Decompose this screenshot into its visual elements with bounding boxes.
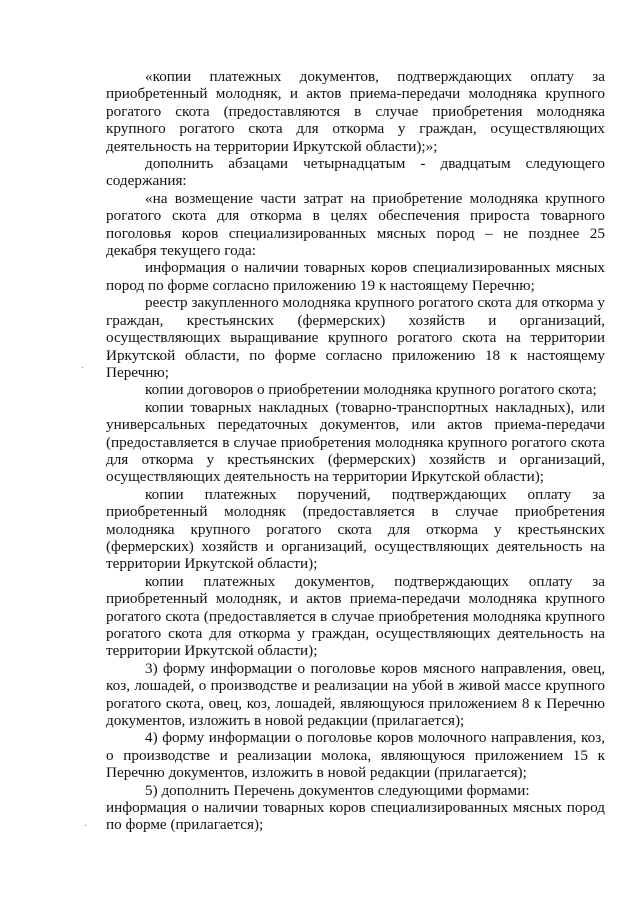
scan-speck: . [81, 360, 85, 371]
paragraph-9: копии платежных документов, подтверждающих оплату за приобретенный молодняк, и актов приема-передачи молодняка крупного рогатого скота (предоставляется в случае приобретения молодняка крупного рогатого скота для откорма у граждан, осуществляющих деятельность на территории Иркутской области); [106, 572, 605, 660]
paragraph-1: «копии платежных документов, подтверждающих оплату за приобретенный молодняк, и актов приема-передачи молодняка крупного рогатого скота (предоставляются в случае приобретения молодняка крупного рогатого скота для откорма у граждан, осуществляющих деятельность на территории Иркутской области);»; [106, 68, 605, 155]
paragraph-8: копии платежных поручений, подтверждающих оплату за приобретенный молодняк (предоставляется в случае приобретения молодняка крупного рогатого скота для откорма у крестьянских (фермерских) хозяйств и организаций, осуществляющих деятельность на территории Иркутской области); [106, 485, 605, 573]
scan-speck: . [84, 818, 88, 829]
paragraph-3: «на возмещение части затрат на приобретение молодняка крупного рогатого скота для откорма в целях обеспечения прироста товарного поголовья коров специализированных мясных пород – не позднее 25 декабря текущего года: [106, 189, 605, 260]
paragraph-11: 4) форму информации о поголовье коров молочного направления, коз, о производстве и реализации молока, являющуюся приложением 15 к Перечню документов, изложить в новой редакции (прилагается); [106, 729, 605, 782]
paragraph-12: 5) дополнить Перечень документов следующими формами: [145, 781, 530, 799]
paragraph-13: информация о наличии товарных коров специализированных мясных пород по форме (прилагается); [106, 799, 605, 834]
paragraph-4: информация о наличии товарных коров специализированных мясных пород по форме согласно приложению 19 к настоящему Перечню; [106, 259, 605, 294]
paragraph-6: копии договоров о приобретении молодняка крупного рогатого скота; [145, 381, 597, 399]
paragraph-5: реестр закупленного молодняка крупного рогатого скота для откорма у граждан, крестьянских (фермерских) хозяйств и организаций, осуществляющих выращивание крупного рогатого скота на территории Иркутской области, по форме согласно приложению 18 к настоящему Перечню; [106, 294, 605, 381]
paragraph-10: 3) форму информации о поголовье коров мясного направления, овец, коз, лошадей, о производстве и реализации на убой в живой массе крупного рогатого скота, овец, коз, лошадей, являющуюся приложением 8 к Перечню документов, изложить в новой редакции (прилагается); [106, 659, 605, 730]
paragraph-2: дополнить абзацами четырнадцатым - двадцатым следующего содержания: [106, 155, 605, 190]
document-body [106, 68, 605, 834]
paragraph-7: копии товарных накладных (товарно-транспортных накладных), или универсальных передаточных документов, или актов приема-передачи (предоставляется в случае приобретения молодняка крупного рогатого скота для откорма у крестьянских (фермерских) хозяйств и организаций, осуществляющих деятельность на территории Иркутской области); [106, 398, 605, 486]
